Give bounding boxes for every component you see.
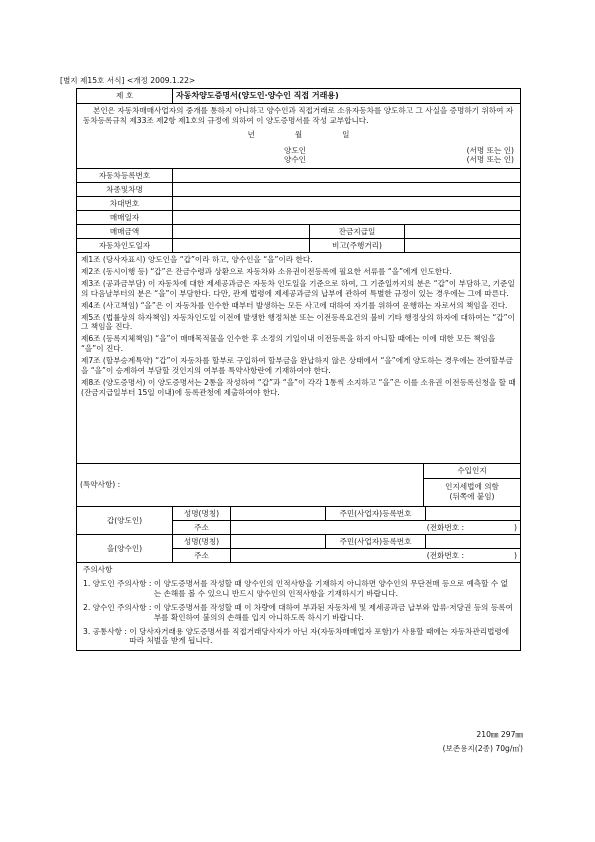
articles-section [77,253,520,463]
date-line [83,130,514,140]
caution-item [83,579,514,599]
transferee-sign-line [83,155,514,165]
remarks-field[interactable] [405,239,520,252]
transferor-label: 양도인 [284,145,307,155]
transferee-id-field[interactable] [426,535,520,548]
caution-text: 이 양도증명서를 작성할 때 양수인의 인적사항을 기재하지 아니하면 양수인의 무단전매 등으로 예측할 수 없는 손해를 볼 수 있으니 반드시 양수인의 인적사항을 기재하시기 바랍니다. [153,579,508,599]
transferor-sign-line [83,146,514,156]
month-label: 월 [294,129,303,139]
intro-row [77,104,520,169]
document-title: 자동차양도증명서(양도인·양수인 직접 거래용) [176,90,339,100]
title-row [77,89,520,104]
article-head: 제5조 (법률상의 하자책임) [81,312,170,322]
caution-item [83,603,514,623]
sale-date-label: 매매일자 [77,211,173,224]
transferor-address-label: 주소 [173,521,231,534]
transferor-role: 갑(양도인) [77,507,173,534]
special-terms-row [77,464,520,507]
article-body: 이 자동차에 대한 제세공과금은 자동차 인도일을 기준으로 하여, 그 기준일까지의 분은 “갑”이 부담하고, 기준일의 다음날부터의 분은 “을”이 부담한다. 다만, 관계 법령에 제세공과금의 납부에 관하여 특별한 규정이 있는 경우에는 그에 따른다. [81,279,515,298]
delivery-row [77,239,520,253]
transferee-name-field[interactable] [231,535,326,548]
caution-text: 이 당사자거래용 양도증명서를 직접거래당사자가 아닌 자(자동차매매업자 포함)가 사용할 때에는 자동차관리법령에 따라 처벌을 받게 됩니다. [129,626,510,646]
transferee-address-field[interactable] [231,549,520,562]
cautions-title: 주의사항 [83,565,113,575]
article-head: 제8조 (양도증명서) [81,377,146,387]
transferee-address-label: 주소 [173,549,231,562]
vin-field[interactable] [173,197,520,210]
vin-label: 차대번호 [77,197,173,210]
article-body: 양도인을 “갑”이라 하고, 양수인을 “을”이라 한다. [147,255,313,265]
intro-text: 본인은 자동차매매사업자의 중개를 통하지 아니하고 양수인과 직접거래로 소유자동차를 양도하고 그 사실을 증명하기 위하여 자동차등록규칙 제33조 제2항 제1호의 규정에 의하여 이 양도증명서를 작성 교부합니다. [83,106,514,125]
caution-key: 1. 양도인 주의사항 : [83,579,154,589]
model-field[interactable] [173,183,520,196]
transfer-certificate-form [76,88,521,651]
article-3 [81,279,516,299]
stamp-note-2: (뒤쪽에 붙임) [449,492,495,502]
price-row [77,225,520,239]
caution-item [83,627,514,647]
cautions-row [77,563,520,650]
article-2 [81,267,516,277]
reg-no-label: 자동차등록번호 [77,169,173,182]
sale-date-field[interactable] [173,211,520,224]
stamp-title: 수입인지 [424,464,520,479]
article-body: “갑”은 잔금수령과 상환으로 자동차와 소유권이전등록에 필요한 서류를 “을”에게 인도한다. [150,267,452,277]
delivery-date-label: 자동차인도일자 [77,239,173,252]
transferor-seal: (서명 또는 인) [466,145,514,155]
transferee-phone-label: (전화번호 : [426,550,465,560]
article-body: “을”이 매매목적물을 인수한 후 소정의 기일이내 이전등록을 하지 아니할 때에는 이에 대한 모든 책임을 “을”이 진다. [81,334,496,354]
vin-row [77,197,520,211]
caution-text: 이 양도증명서를 작성할 때 이 차량에 대하여 부과된 자동차세 및 제세공과금 납부와 압류·저당권 등의 등록여부를 확인하여 불의의 손해를 입지 아니하도록 하시기 바랍니다. [153,602,513,622]
reg-no-row [77,169,520,183]
transferor-name-label: 성명(명칭) [173,507,231,520]
transferor-party-row [77,507,520,535]
sale-date-row [77,211,520,225]
remarks-label: 비고(주행거리) [310,239,405,252]
article-8 [81,378,516,398]
caution-key: 2. 양수인 주의사항 : [83,602,154,612]
form-number-note: [별지 제15호 서식] <개정 2009.1.22> [60,76,196,85]
model-label: 차종및차명 [77,183,173,196]
article-body: 자동차인도일 이전에 발생한 행정처분 또는 이전등록요건의 불비 기타 행정상의 하자에 대하여는 “갑”이 그 책임을 진다. [81,312,515,332]
balance-date-field[interactable] [405,225,520,238]
caution-key: 3. 공통사항 : [83,626,130,636]
paper-size-note: 210㎜ 297㎜ [476,730,523,739]
article-head: 제2조 (동시이행 등) [81,267,148,277]
revenue-stamp-box [424,464,520,506]
transferor-id-field[interactable] [426,507,520,520]
article-head: 제7조 (할부승계특약) [81,356,153,366]
transferee-phone-close: ) [514,550,517,560]
special-terms-field[interactable] [77,464,424,506]
transferee-label: 양수인 [284,155,307,165]
article-7 [81,356,516,376]
article-head: 제6조 (등록지체책임) [81,334,153,344]
article-6 [81,334,516,354]
day-label: 일 [342,129,350,139]
price-field[interactable] [173,225,310,238]
transferor-id-label: 주민(사업자)등록번호 [326,507,426,520]
special-terms-label: (특약사항) : [80,480,121,490]
article-4 [81,301,516,311]
paper-type-note: (보존용지(2종) 70g/㎡) [442,744,523,753]
reg-no-field[interactable] [173,169,520,182]
model-row [77,183,520,197]
balance-date-label: 잔금지급일 [310,225,405,238]
price-label: 매매금액 [77,225,173,238]
transferee-name-label: 성명(명칭) [173,535,231,548]
transferor-phone-label: (전화번호 : [426,522,465,532]
transferee-role: 을(양수인) [77,535,173,562]
article-body: “갑”이 자동차를 할부로 구입하여 할부금을 완납하지 않은 상태에서 “을”에게 양도하는 경우에는 잔여할부금을 “을”이 승계하여 부담할 것인지의 여부를 특약사항란에 기재하여야 한다. [81,356,513,375]
article-head: 제3조 (공과금부담) [81,279,146,289]
article-body: “을”은 이 자동차를 인수한 때부터 발생하는 모든 사고에 대하여 자기를 위하여 운행하는 자로서의 책임을 진다. [140,300,508,310]
intro-section [77,104,520,168]
transferor-name-field[interactable] [231,507,326,520]
transferor-address-field[interactable] [231,521,520,534]
article-head: 제4조 (사고책임) [81,300,139,310]
article-body: 이 양도증명서는 2통을 작성하여 “갑”과 “을”이 각각 1통씩 소지하고 “을”은 이를 소유권 이전등록신청을 할 때(잔금지급일부터 15일 이내)에 등록관청에 제출하여야 한다. [81,377,516,397]
articles-row [77,253,520,464]
article-head: 제1조 (당사자표시) [81,255,146,265]
transferor-phone-close: ) [514,522,517,532]
transferee-id-label: 주민(사업자)등록번호 [326,535,426,548]
year-label: 년 [247,129,255,139]
transferee-party-row [77,535,520,563]
delivery-date-field[interactable] [173,239,310,252]
transferee-seal: (서명 또는 인) [466,155,514,165]
cautions-section [77,563,520,650]
certificate-number-label: 제 호 [77,89,173,103]
article-1 [81,255,516,265]
article-5 [81,313,516,333]
stamp-note-1: 인지세법에 의함 [445,482,499,492]
